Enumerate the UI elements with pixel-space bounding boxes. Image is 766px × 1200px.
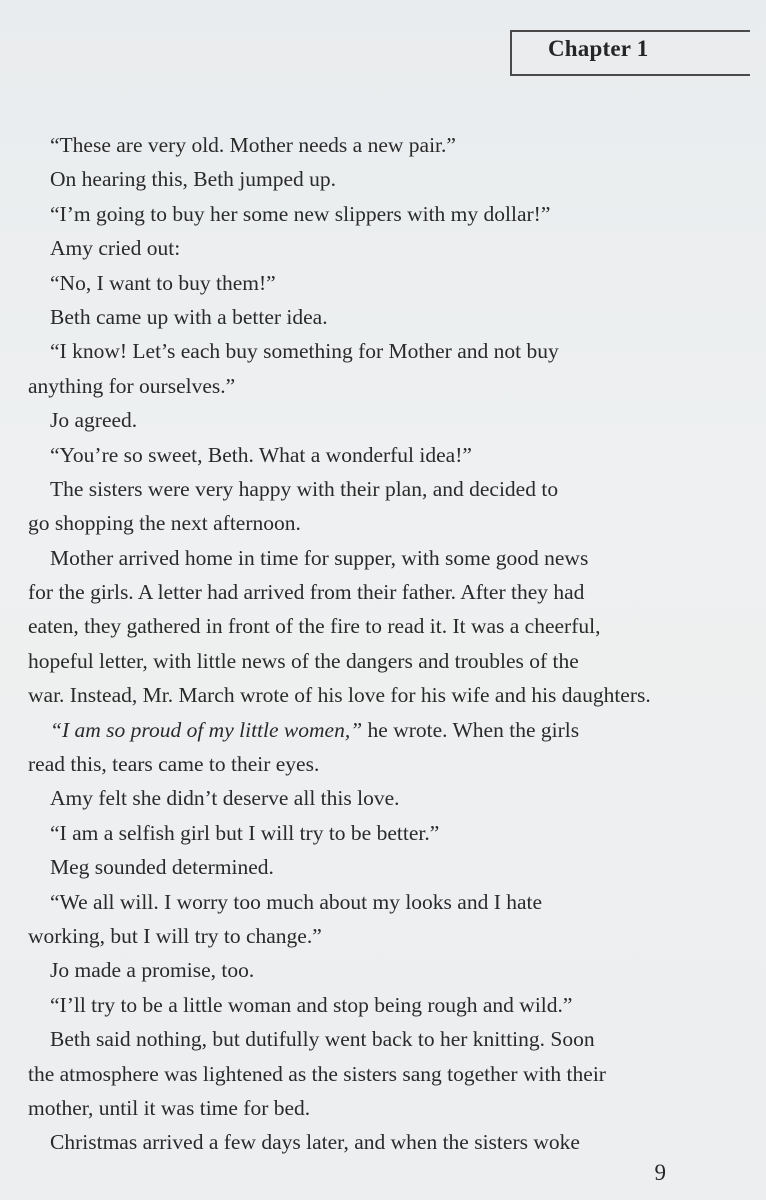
text-line	[28, 609, 658, 643]
line-text: mother, until it was time for bed.	[28, 1095, 311, 1120]
line-text: for the girls. A letter had arrived from their father. After they had	[28, 580, 585, 605]
text-line	[28, 885, 658, 919]
text-line	[28, 1091, 658, 1125]
line-text: “You’re so sweet, Beth. What a wonderful idea!”	[50, 442, 472, 467]
body-text	[28, 128, 658, 1160]
line-text: “I’ll try to be a little woman and stop being rough and wild.”	[50, 992, 573, 1017]
text-line	[28, 575, 658, 609]
text-line	[28, 369, 658, 403]
line-text: hopeful letter, with little news of the dangers and troubles of the	[28, 648, 579, 673]
text-line	[28, 197, 658, 231]
line-text: Beth said nothing, but dutifully went back to her knitting. Soon	[50, 1027, 595, 1052]
text-line	[28, 1125, 658, 1159]
line-text: “I am a selfish girl but I will try to be better.”	[50, 820, 440, 845]
text-line	[28, 816, 658, 850]
line-text: “These are very old. Mother needs a new pair.”	[50, 133, 456, 157]
text-line	[28, 1057, 658, 1091]
text-line	[28, 747, 658, 781]
line-text: he wrote. When the girls	[362, 717, 580, 742]
text-line	[28, 334, 658, 368]
text-line	[28, 403, 658, 437]
line-text: “I’m going to buy her some new slippers with my dollar!”	[50, 201, 551, 226]
line-text: read this, tears came to their eyes.	[28, 752, 320, 777]
text-line	[28, 1022, 658, 1056]
line-text: “I know! Let’s each buy something for Mother and not buy	[50, 339, 559, 364]
italic-quote: “I am so proud of my little women,”	[50, 717, 363, 742]
line-text: go shopping the next afternoon.	[28, 511, 301, 536]
page-number: 9	[654, 1160, 666, 1185]
text-line	[28, 713, 658, 747]
line-text: anything for ourselves.”	[28, 373, 236, 398]
line-text: Jo agreed.	[50, 408, 138, 433]
text-line	[28, 438, 658, 472]
line-text: Amy cried out:	[50, 236, 181, 261]
text-line	[28, 541, 658, 575]
line-text: working, but I will try to change.”	[28, 923, 322, 948]
line-text: Christmas arrived a few days later, and when the sisters woke	[50, 1130, 580, 1155]
text-line	[28, 506, 658, 540]
text-line	[28, 472, 658, 506]
line-text: eaten, they gathered in front of the fire to read it. It was a cheerful,	[28, 614, 601, 639]
text-line	[28, 644, 658, 678]
text-line	[28, 162, 658, 196]
line-text: “We all will. I worry too much about my looks and I hate	[50, 889, 543, 914]
text-line	[28, 678, 658, 712]
line-text: Jo made a promise, too.	[50, 958, 255, 983]
text-line	[28, 128, 658, 162]
text-line	[28, 953, 658, 987]
text-line	[28, 781, 658, 815]
text-line	[28, 988, 658, 1022]
line-text: “No, I want to buy them!”	[50, 270, 276, 295]
text-line	[28, 850, 658, 884]
line-text: the atmosphere was lightened as the sisters sang together with their	[28, 1061, 606, 1086]
line-text: Meg sounded determined.	[50, 855, 274, 880]
chapter-title: Chapter 1	[548, 36, 649, 61]
line-text: On hearing this, Beth jumped up.	[50, 167, 337, 192]
line-text: Beth came up with a better idea.	[50, 304, 328, 329]
text-line	[28, 919, 658, 953]
text-line	[28, 266, 658, 300]
line-text: Mother arrived home in time for supper, with some good news	[50, 545, 589, 570]
line-text: The sisters were very happy with their plan, and decided to	[50, 476, 559, 501]
text-line	[28, 300, 658, 334]
line-text: war. Instead, Mr. March wrote of his love for his wife and his daughters.	[28, 683, 651, 708]
line-text: Amy felt she didn’t deserve all this love.	[50, 786, 400, 811]
text-line	[28, 231, 658, 265]
